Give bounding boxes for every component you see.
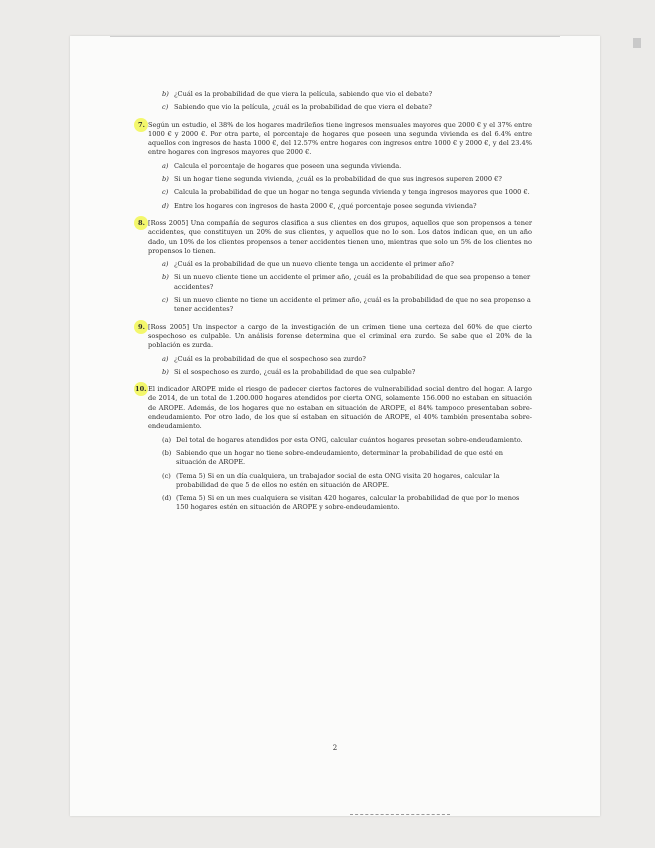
subitem-label: c): [162, 103, 169, 112]
subitem-text: ¿Cuál es la probabilidad de que el sospechoso sea zurdo?: [174, 354, 366, 363]
subitem: [162, 162, 532, 171]
exercise-9: [138, 322, 532, 377]
subitem: [162, 494, 532, 513]
subitem: [162, 368, 532, 377]
subitem-label: b): [162, 367, 169, 376]
subitem-text: Si un hogar tiene segunda vivienda, ¿cuál es la probabilidad de que sus ingresos superen 2000 €?: [174, 175, 502, 184]
page-content: [135, 90, 532, 521]
subitem-text: Si un nuevo cliente tiene un accidente el primer año, ¿cuál es la probabilidad de que sea propenso a tener accidentes?: [174, 273, 531, 291]
document-page: [70, 36, 600, 816]
subitem-label: c): [162, 188, 169, 197]
exercise-number: 7.: [138, 120, 145, 129]
exercise-subitems: [162, 260, 532, 314]
subitem-text: Si un nuevo cliente no tiene un accidente el primer año, ¿cuál es la probabilidad de que no sea propenso a tener accidentes?: [174, 296, 531, 314]
exercise-statement: El indicador AROPE mide el riesgo de padecer ciertos factores de vulnerabilidad social dentro del hogar. A largo de 2014, de un total de 1.200.000 hogares atendidos por cierta ONG, solamente 156.000 no estaban en situación de AROPE. Además, de los hogares que no estaban en situación de AROPE, el 84% tampoco presentaban sobre-endeudamiento. Por otro lado, de los que sí estaban en situación de AROPE, el 40% también presentaba sobre-endeudamiento.: [148, 385, 532, 431]
subitem-label: a): [162, 161, 169, 170]
subitem: [162, 355, 532, 364]
subitem-text: Calcula la probabilidad de que un hogar no tenga segunda vivienda y tenga ingresos mayores que 1000 €.: [174, 188, 530, 197]
subitem: [162, 202, 532, 211]
subitem: [162, 273, 532, 292]
subitem-label: b): [162, 175, 169, 184]
subitem-label: (c): [162, 471, 171, 480]
subitem-text: (Tema 5) Si en un mes cualquiera se visitan 420 hogares, calcular la probabilidad de que por lo menos 150 hogares estén en situación de AROPE y sobre-endeudamiento.: [176, 494, 520, 512]
scan-bottom-mark: [350, 814, 450, 816]
subitem: [162, 472, 532, 491]
subitem-text: Sabiendo que un hogar no tiene sobre-endeudamiento, determinar la probabilidad de que esté en situación de AROPE.: [176, 448, 503, 467]
prev-subitem-c: [162, 103, 532, 112]
exercise-number: 10.: [135, 385, 147, 394]
exercise-statement: Según un estudio, el 38% de los hogares madrileños tiene ingresos mensuales mayores que 2000 € y el 37% entre 1000 € y 2000 €. Por otra parte, el porcentaje de hogares que poseen una segunda vivienda es del 6.4% entre aquellos con ingresos de hasta 1000 €, del 12.57% entre hogares con ingresos entre 1000 € y 2000 €, y del 23.4% entre hogares con ingresos mayores que 2000 €.: [148, 120, 532, 157]
subitem-label: (b): [162, 448, 172, 457]
subitem-text: ¿Cuál es la probabilidad de que un nuevo cliente tenga un accidente el primer año?: [174, 260, 454, 269]
exercise-7: [138, 120, 532, 211]
subitem-label: c): [162, 296, 169, 305]
exercise-number: 8.: [138, 218, 145, 227]
prev-subitem-b: [162, 90, 532, 99]
exercise-8: [138, 218, 532, 315]
subitem-label: (a): [162, 435, 172, 444]
subitem: [162, 436, 532, 445]
exercise-subitems: [162, 436, 532, 513]
subitem-label: b): [162, 273, 169, 282]
exercise-subitems: [162, 162, 532, 211]
subitem-text: Entre los hogares con ingresos de hasta 2000 €, ¿qué porcentaje posee segunda vivienda?: [174, 201, 477, 210]
subitem-text: ¿Cuál es la probabilidad de que viera la película, sabiendo que vio el debate?: [174, 90, 433, 98]
subitem-text: Sabiendo que vio la película, ¿cuál es la probabilidad de que viera el debate?: [174, 103, 432, 112]
exercise-statement: [Ross 2005] Un inspector a cargo de la investigación de un crimen tiene una certeza del 60% de que cierto sospechoso es culpable. Un análisis forense determina que el criminal era zurdo. Se sabe que el 20% de la población es zurda.: [148, 322, 532, 350]
exercise-subitems: [162, 355, 532, 378]
subitem-label: a): [162, 260, 169, 269]
prev-exercise-subitems: [162, 90, 532, 113]
subitem: [162, 449, 532, 468]
exercise-statement: [Ross 2005] Una compañía de seguros clasifica a sus clientes en dos grupos, aquellos que son propensos a tener accidentes, que constituyen un 20% de sus clientes, y aquellos que no lo son. Los datos indican que, en un año dado, un 10% de los clientes propensos a tener accidentes tienen uno, mientras que solo un 5% de los clientes no propensos lo tienen.: [148, 218, 532, 255]
subitem-text: (Tema 5) Si en un día cualquiera, un trabajador social de esta ONG visita 20 hogares, calcular la probabilidad de que 5 de ellos no estén en situación de AROPE.: [176, 471, 500, 489]
exercise-number: 9.: [138, 322, 145, 331]
subitem-label: (d): [162, 494, 172, 503]
subitem-label: b): [162, 90, 169, 98]
subitem-label: a): [162, 354, 169, 363]
subitem: [162, 296, 532, 315]
subitem-text: Si el sospechoso es zurdo, ¿cuál es la probabilidad de que sea culpable?: [174, 367, 416, 376]
page-number: 2: [332, 744, 338, 752]
subitem-text: Calcula el porcentaje de hogares que poseen una segunda vivienda.: [174, 161, 402, 170]
subitem-text: Del total de hogares atendidos por esta ONG, calcular cuántos hogares presetan sobre-endeudamiento.: [176, 435, 523, 444]
subitem: [162, 188, 532, 197]
scan-edge-line: [110, 36, 560, 37]
exercise-10: [135, 385, 532, 513]
scan-corner-mark: [633, 38, 641, 48]
subitem-label: d): [162, 201, 169, 210]
subitem: [162, 260, 532, 269]
subitem: [162, 175, 532, 184]
